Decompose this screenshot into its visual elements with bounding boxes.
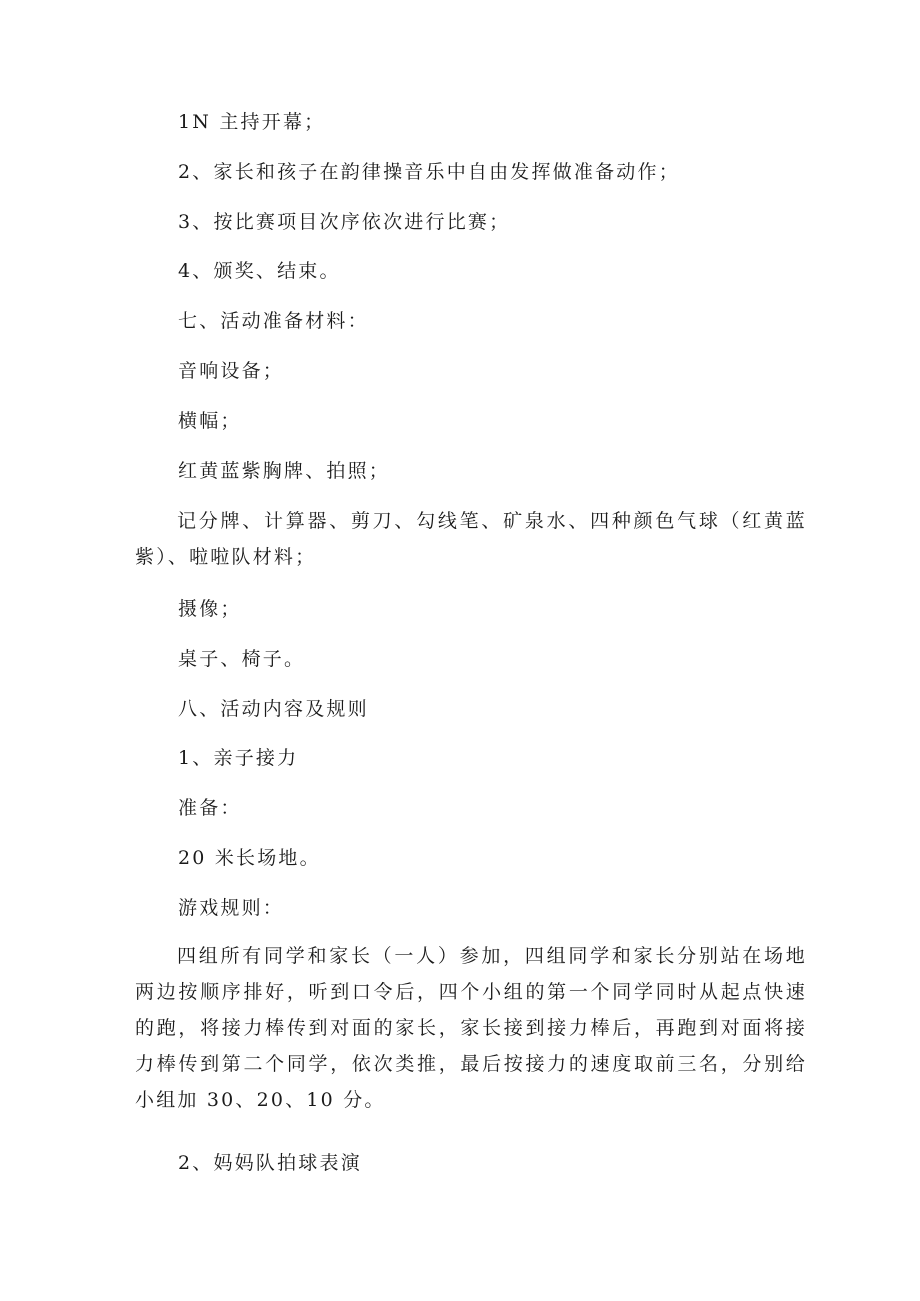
- rules-paragraph: 四组所有同学和家长（一人）参加，四组同学和家长分别站在场地两边按顺序排好，听到口令后，四个小组的第一个同学同时从起点快速的跑，将接力棒传到对面的家长，家长接到接力棒后，再跑到对面将接力棒传到第二个同学，依次类推，最后按接力的速度取前三名，分别给小组加 30、20、10 分。: [135, 945, 807, 1111]
- step-awards: 4、颁奖、结束。: [178, 260, 341, 282]
- section-heading-materials: 七、活动准备材料：: [178, 310, 369, 332]
- step-competition: 3、按比赛项目次序依次进行比赛；: [178, 211, 511, 233]
- section-heading-rules: 八、活动内容及规则: [178, 698, 369, 720]
- material-furniture: 桌子、椅子。: [178, 648, 306, 670]
- step-opening: 1N 主持开幕；: [178, 111, 326, 133]
- material-banner: 横幅；: [178, 410, 242, 432]
- material-badges: 红黄蓝紫胸牌、拍照；: [178, 460, 391, 482]
- item-rules-label: 游戏规则：: [178, 897, 285, 919]
- material-video: 摄像；: [178, 598, 242, 620]
- item-mom-team-title: 2、妈妈队拍球表演: [178, 1152, 362, 1174]
- material-audio: 音响设备；: [178, 360, 285, 382]
- item-relay-title: 1、亲子接力: [178, 747, 299, 769]
- item-preparation-field: 20 米长场地。: [178, 847, 321, 869]
- materials-paragraph: 记分牌、计算器、剪刀、勾线笔、矿泉水、四种颜色气球（红黄蓝紫）、啦啦队材料；: [135, 510, 807, 568]
- step-warmup: 2、家长和孩子在韵律操音乐中自由发挥做准备动作；: [178, 161, 680, 183]
- item-preparation-label: 准备：: [178, 797, 242, 819]
